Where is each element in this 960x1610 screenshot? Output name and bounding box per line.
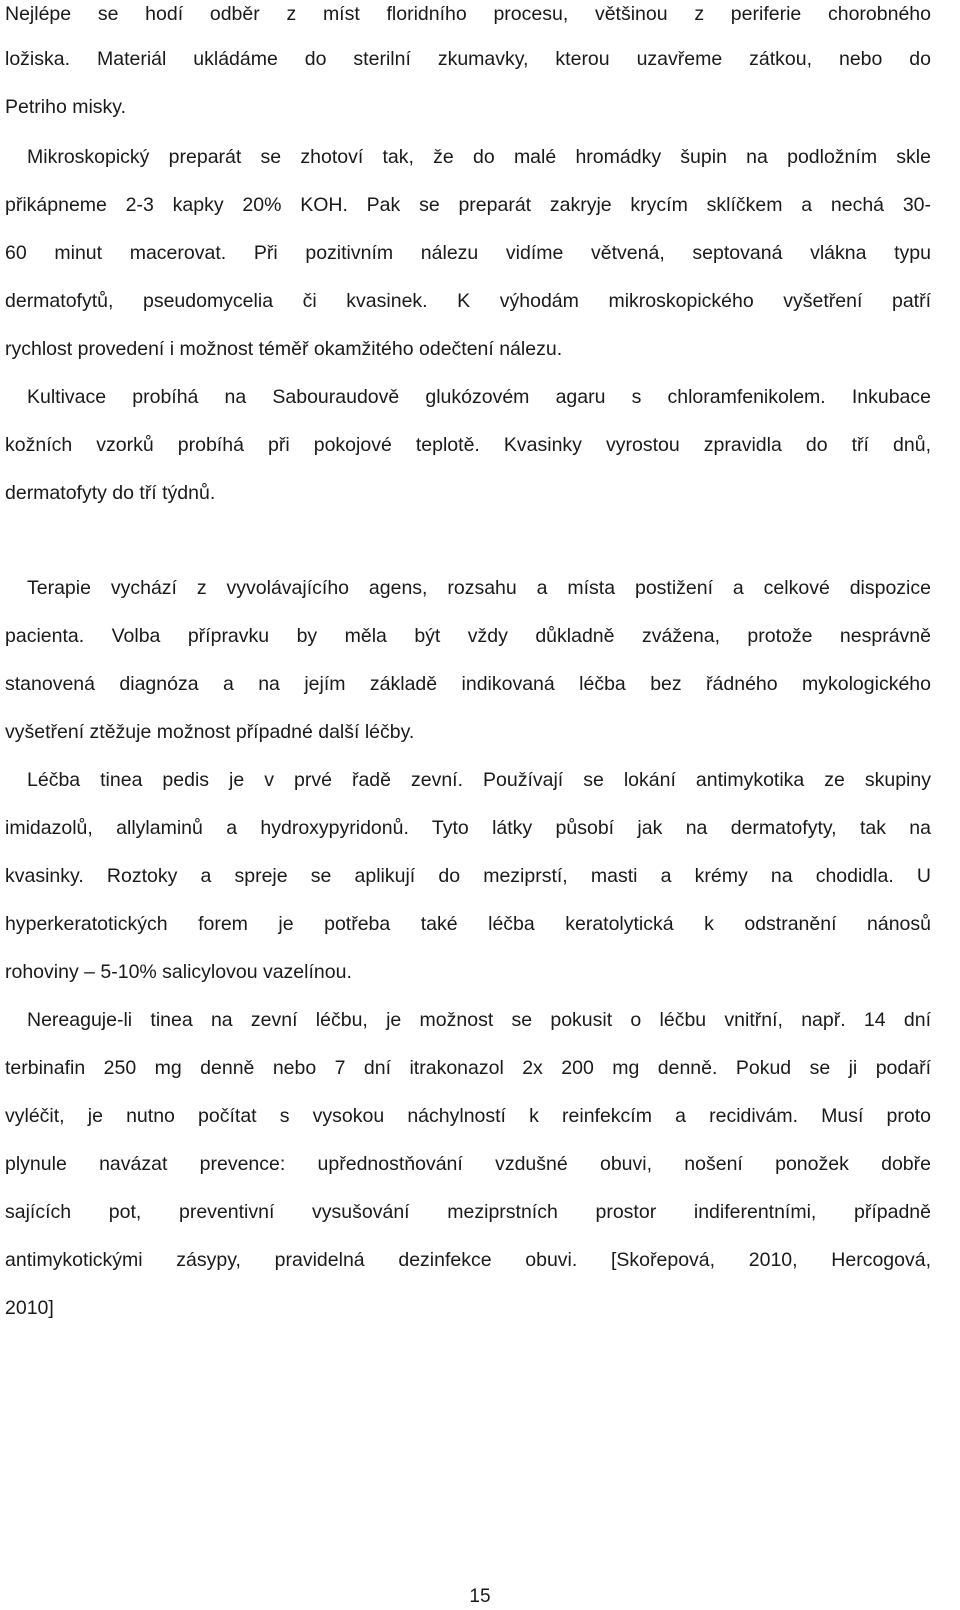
p2-line-1: Mikroskopický preparát se zhotoví tak, že do malé hromádky šupin na podložním skle [27,146,931,168]
p5-line-4: hyperkeratotických forem je potřeba také léčba keratolytická k odstranění nánosů [5,913,931,935]
p6-line-1: Nereaguje-li tinea na zevní léčbu, je možnost se pokusit o léčbu vnitřní, např. 14 dní [27,1009,931,1031]
p6-line-2: terbinafin 250 mg denně nebo 7 dní itrakonazol 2x 200 mg denně. Pokud se ji podaří [5,1057,931,1079]
p5-line-2: imidazolů, allylaminů a hydroxypyridonů. Tyto látky působí jak na dermatofyty, tak na [5,817,931,839]
p2-line-4: dermatofytů, pseudomycelia či kvasinek. K výhodám mikroskopického vyšetření patří [5,290,931,312]
p6-line-4: plynule navázat prevence: upřednostňování vzdušné obuvi, nošení ponožek dobře [5,1153,931,1175]
p1-line-3: Petriho misky. [5,96,126,118]
p4-line-4: vyšetření ztěžuje možnost případné další léčby. [5,721,415,743]
p1-line-2: ložiska. Materiál ukládáme do sterilní zkumavky, kterou uzavřeme zátkou, nebo do [5,48,931,70]
p6-line-6: antimykotickými zásypy, pravidelná dezinfekce obuvi. [Skořepová, 2010, Hercogová, [5,1249,931,1271]
p3-line-3: dermatofyty do tří týdnů. [5,482,216,504]
p5-line-5: rohoviny – 5-10% salicylovou vazelínou. [5,961,352,983]
p6-line-7: 2010] [5,1297,54,1319]
p6-line-3: vyléčit, je nutno počítat s vysokou náchylností k reinfekcím a recidivám. Musí proto [5,1105,931,1127]
p5-line-1: Léčba tinea pedis je v prvé řadě zevní. Používají se lokání antimykotika ze skupiny [27,769,931,791]
p2-line-3: 60 minut macerovat. Při pozitivním nálezu vidíme větvená, septovaná vlákna typu [5,242,931,264]
p2-line-5: rychlost provedení i možnost téměř okamžitého odečtení nálezu. [5,338,563,360]
p4-line-3: stanovená diagnóza a na jejím základě indikovaná léčba bez řádného mykologického [5,673,931,695]
p2-line-2: přikápneme 2-3 kapky 20% KOH. Pak se preparát zakryje krycím sklíčkem a nechá 30- [5,194,931,216]
p4-line-1: Terapie vychází z vyvolávajícího agens, rozsahu a místa postižení a celkové dispozice [27,577,931,599]
p6-line-5: sajících pot, preventivní vysušování meziprstních prostor indiferentními, případně [5,1201,931,1223]
p1-line-1: Nejlépe se hodí odběr z míst floridního procesu, většinou z periferie chorobného [5,3,931,25]
p3-line-2: kožních vzorků probíhá při pokojové teplotě. Kvasinky vyrostou zpravidla do tří dnů, [5,434,931,456]
p3-line-1: Kultivace probíhá na Sabouraudově glukózovém agaru s chloramfenikolem. Inkubace [27,386,931,408]
p4-line-2: pacienta. Volba přípravku by měla být vždy důkladně zvážena, protože nesprávně [5,625,931,647]
p5-line-3: kvasinky. Roztoky a spreje se aplikují do meziprstí, masti a krémy na chodidla. U [5,865,931,887]
page-number: 15 [469,1586,491,1607]
